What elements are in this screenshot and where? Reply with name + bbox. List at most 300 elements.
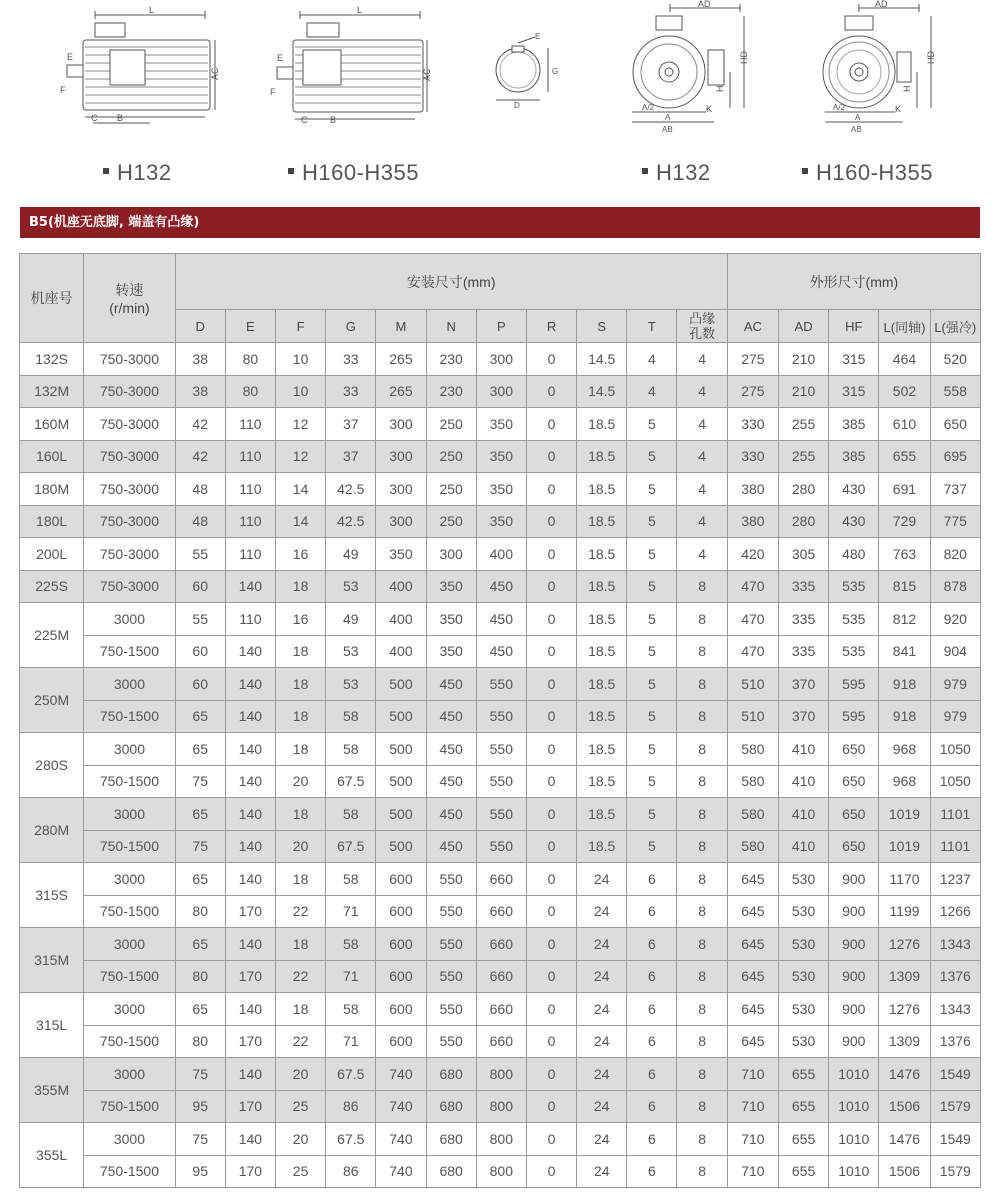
value-cell: 1579 <box>930 1090 980 1123</box>
value-cell: 4 <box>677 440 727 473</box>
value-cell: 5 <box>627 408 677 441</box>
value-cell: 71 <box>326 960 376 993</box>
value-cell: 550 <box>476 733 526 766</box>
value-cell: 450 <box>476 570 526 603</box>
value-cell: 140 <box>225 830 275 863</box>
value-cell: 305 <box>778 538 828 571</box>
header-col-outline-2: HF <box>829 310 879 343</box>
speed-cell: 3000 <box>84 668 175 701</box>
value-cell: 24 <box>577 1123 627 1156</box>
dim-label-AC: AC <box>210 67 220 80</box>
value-cell: 5 <box>627 505 677 538</box>
value-cell: 300 <box>376 440 426 473</box>
value-cell: 775 <box>930 505 980 538</box>
table-row <box>20 1123 981 1156</box>
value-cell: 450 <box>476 635 526 668</box>
value-cell: 8 <box>677 830 727 863</box>
value-cell: 110 <box>225 505 275 538</box>
value-cell: 58 <box>326 993 376 1026</box>
value-cell: 691 <box>879 473 930 506</box>
speed-cell: 3000 <box>84 798 175 831</box>
header-col-g: G <box>326 310 376 343</box>
header-col-e: E <box>225 310 275 343</box>
value-cell: 24 <box>577 1090 627 1123</box>
value-cell: 645 <box>727 993 778 1026</box>
value-cell: 110 <box>225 440 275 473</box>
table-row <box>20 1090 981 1123</box>
dim-label-K: K <box>706 104 713 114</box>
value-cell: 500 <box>376 700 426 733</box>
value-cell: 1010 <box>829 1090 879 1123</box>
value-cell: 18 <box>275 993 325 1026</box>
value-cell: 170 <box>225 1025 275 1058</box>
value-cell: 1050 <box>930 733 980 766</box>
table-row <box>20 960 981 993</box>
speed-cell: 750-3000 <box>84 375 175 408</box>
dim-label-AD: AD <box>698 0 711 9</box>
value-cell: 350 <box>476 440 526 473</box>
value-cell: 140 <box>225 1058 275 1091</box>
value-cell: 18.5 <box>577 603 627 636</box>
value-cell: 16 <box>275 538 325 571</box>
value-cell: 595 <box>829 668 879 701</box>
value-cell: 20 <box>275 1123 325 1156</box>
value-cell: 550 <box>476 765 526 798</box>
value-cell: 6 <box>627 928 677 961</box>
value-cell: 65 <box>175 863 225 896</box>
value-cell: 49 <box>326 603 376 636</box>
value-cell: 4 <box>627 343 677 376</box>
value-cell: 210 <box>778 343 828 376</box>
table-row <box>20 863 981 896</box>
value-cell: 500 <box>376 765 426 798</box>
value-cell: 8 <box>677 993 727 1026</box>
value-cell: 255 <box>778 408 828 441</box>
value-cell: 763 <box>879 538 930 571</box>
value-cell: 1309 <box>879 1025 930 1058</box>
value-cell: 8 <box>677 1090 727 1123</box>
value-cell: 0 <box>526 603 576 636</box>
value-cell: 1019 <box>879 830 930 863</box>
value-cell: 335 <box>778 603 828 636</box>
value-cell: 0 <box>526 765 576 798</box>
value-cell: 680 <box>426 1123 476 1156</box>
table-row <box>20 700 981 733</box>
value-cell: 1549 <box>930 1058 980 1091</box>
dim-label-AD-2: AD <box>875 0 888 9</box>
value-cell: 55 <box>175 603 225 636</box>
header-flange-line1: 凸缘 <box>689 311 716 326</box>
value-cell: 335 <box>778 570 828 603</box>
value-cell: 510 <box>727 668 778 701</box>
value-cell: 1343 <box>930 928 980 961</box>
value-cell: 385 <box>829 408 879 441</box>
value-cell: 6 <box>627 1123 677 1156</box>
value-cell: 645 <box>727 895 778 928</box>
value-cell: 140 <box>225 928 275 961</box>
table-row <box>20 1155 981 1188</box>
value-cell: 10 <box>275 343 325 376</box>
header-col-f: F <box>275 310 325 343</box>
value-cell: 8 <box>677 928 727 961</box>
value-cell: 8 <box>677 1058 727 1091</box>
value-cell: 8 <box>677 603 727 636</box>
value-cell: 650 <box>930 408 980 441</box>
value-cell: 75 <box>175 765 225 798</box>
value-cell: 1199 <box>879 895 930 928</box>
value-cell: 1266 <box>930 895 980 928</box>
value-cell: 24 <box>577 960 627 993</box>
value-cell: 1276 <box>879 993 930 1026</box>
value-cell: 38 <box>175 343 225 376</box>
value-cell: 67.5 <box>326 1058 376 1091</box>
dim-label-B: B <box>117 113 124 123</box>
header-frame: 机座号 <box>20 254 84 343</box>
value-cell: 95 <box>175 1090 225 1123</box>
caption-side-h132: H132 <box>103 160 172 186</box>
value-cell: 1579 <box>930 1155 980 1188</box>
value-cell: 660 <box>476 928 526 961</box>
frame-cell: 355L <box>20 1123 84 1188</box>
frame-cell: 160L <box>20 440 84 473</box>
table-row <box>20 928 981 961</box>
frame-cell: 315S <box>20 863 84 928</box>
value-cell: 740 <box>376 1090 426 1123</box>
speed-cell: 750-3000 <box>84 473 175 506</box>
value-cell: 170 <box>225 960 275 993</box>
value-cell: 500 <box>376 830 426 863</box>
value-cell: 600 <box>376 993 426 1026</box>
table-header <box>20 254 981 343</box>
value-cell: 0 <box>526 863 576 896</box>
value-cell: 53 <box>326 570 376 603</box>
value-cell: 18.5 <box>577 668 627 701</box>
table-row <box>20 505 981 538</box>
value-cell: 38 <box>175 375 225 408</box>
speed-cell: 750-3000 <box>84 408 175 441</box>
frame-cell: 180L <box>20 505 84 538</box>
value-cell: 979 <box>930 700 980 733</box>
header-col-t: T <box>627 310 677 343</box>
speed-cell: 750-1500 <box>84 1090 175 1123</box>
value-cell: 1170 <box>879 863 930 896</box>
value-cell: 4 <box>677 408 727 441</box>
value-cell: 58 <box>326 700 376 733</box>
value-cell: 0 <box>526 505 576 538</box>
value-cell: 1506 <box>879 1090 930 1123</box>
value-cell: 0 <box>526 1090 576 1123</box>
value-cell: 900 <box>829 928 879 961</box>
side-view-h160-h355-drawing <box>265 5 445 130</box>
value-cell: 450 <box>426 668 476 701</box>
value-cell: 140 <box>225 1123 275 1156</box>
value-cell: 8 <box>677 570 727 603</box>
value-cell: 550 <box>426 960 476 993</box>
frame-cell: 225M <box>20 603 84 668</box>
header-col-n: N <box>426 310 476 343</box>
value-cell: 48 <box>175 473 225 506</box>
value-cell: 16 <box>275 603 325 636</box>
value-cell: 8 <box>677 1123 727 1156</box>
value-cell: 20 <box>275 1058 325 1091</box>
value-cell: 450 <box>426 700 476 733</box>
table-row <box>20 993 981 1026</box>
table-row <box>20 830 981 863</box>
value-cell: 464 <box>879 343 930 376</box>
value-cell: 0 <box>526 440 576 473</box>
dim-label-AB-2: AB <box>851 125 862 134</box>
side-view-h132-drawing <box>55 5 235 130</box>
value-cell: 5 <box>627 700 677 733</box>
dim-label-C: C <box>91 113 98 123</box>
value-cell: 65 <box>175 798 225 831</box>
value-cell: 5 <box>627 538 677 571</box>
value-cell: 265 <box>376 343 426 376</box>
value-cell: 18.5 <box>577 798 627 831</box>
value-cell: 18.5 <box>577 830 627 863</box>
value-cell: 4 <box>677 343 727 376</box>
value-cell: 140 <box>225 700 275 733</box>
value-cell: 650 <box>829 733 879 766</box>
value-cell: 1309 <box>879 960 930 993</box>
section-title-banner: B5(机座无底脚, 端盖有凸缘) <box>20 207 980 238</box>
value-cell: 37 <box>326 440 376 473</box>
value-cell: 140 <box>225 863 275 896</box>
value-cell: 645 <box>727 928 778 961</box>
header-install-group: 安装尺寸(mm) <box>175 254 727 310</box>
speed-cell: 750-1500 <box>84 765 175 798</box>
value-cell: 6 <box>627 895 677 928</box>
value-cell: 18 <box>275 733 325 766</box>
value-cell: 86 <box>326 1155 376 1188</box>
value-cell: 14.5 <box>577 375 627 408</box>
value-cell: 350 <box>426 570 476 603</box>
header-col-outline-3: L(同轴) <box>879 310 930 343</box>
value-cell: 350 <box>476 505 526 538</box>
value-cell: 8 <box>677 765 727 798</box>
table-row <box>20 570 981 603</box>
value-cell: 800 <box>476 1123 526 1156</box>
value-cell: 18 <box>275 700 325 733</box>
value-cell: 410 <box>778 798 828 831</box>
dim-label-E-2: E <box>277 53 284 63</box>
speed-cell: 3000 <box>84 863 175 896</box>
value-cell: 5 <box>627 798 677 831</box>
value-cell: 695 <box>930 440 980 473</box>
value-cell: 550 <box>426 993 476 1026</box>
value-cell: 918 <box>879 668 930 701</box>
value-cell: 740 <box>376 1155 426 1188</box>
value-cell: 24 <box>577 863 627 896</box>
value-cell: 530 <box>778 895 828 928</box>
value-cell: 18.5 <box>577 635 627 668</box>
speed-cell: 750-3000 <box>84 538 175 571</box>
header-outline-group: 外形尺寸(mm) <box>727 254 980 310</box>
value-cell: 80 <box>225 375 275 408</box>
value-cell: 140 <box>225 733 275 766</box>
value-cell: 5 <box>627 570 677 603</box>
speed-cell: 750-3000 <box>84 570 175 603</box>
value-cell: 18 <box>275 570 325 603</box>
value-cell: 315 <box>829 343 879 376</box>
value-cell: 58 <box>326 928 376 961</box>
value-cell: 385 <box>829 440 879 473</box>
value-cell: 4 <box>677 538 727 571</box>
value-cell: 80 <box>225 343 275 376</box>
value-cell: 1101 <box>930 798 980 831</box>
value-cell: 67.5 <box>326 830 376 863</box>
value-cell: 18.5 <box>577 700 627 733</box>
speed-cell: 750-3000 <box>84 505 175 538</box>
value-cell: 20 <box>275 765 325 798</box>
value-cell: 265 <box>376 375 426 408</box>
value-cell: 12 <box>275 408 325 441</box>
value-cell: 53 <box>326 668 376 701</box>
value-cell: 5 <box>627 830 677 863</box>
value-cell: 530 <box>778 928 828 961</box>
value-cell: 75 <box>175 1058 225 1091</box>
value-cell: 110 <box>225 603 275 636</box>
value-cell: 5 <box>627 668 677 701</box>
caption-front-h132: H132 <box>642 160 711 186</box>
value-cell: 380 <box>727 505 778 538</box>
value-cell: 65 <box>175 733 225 766</box>
value-cell: 737 <box>930 473 980 506</box>
value-cell: 80 <box>175 960 225 993</box>
value-cell: 550 <box>476 798 526 831</box>
table-row <box>20 375 981 408</box>
value-cell: 140 <box>225 570 275 603</box>
value-cell: 430 <box>829 473 879 506</box>
dimension-drawings <box>0 0 1000 200</box>
value-cell: 6 <box>627 863 677 896</box>
value-cell: 335 <box>778 635 828 668</box>
value-cell: 53 <box>326 635 376 668</box>
value-cell: 380 <box>727 473 778 506</box>
value-cell: 410 <box>778 765 828 798</box>
value-cell: 22 <box>275 895 325 928</box>
value-cell: 918 <box>879 700 930 733</box>
frame-cell: 355M <box>20 1058 84 1123</box>
value-cell: 8 <box>677 700 727 733</box>
value-cell: 1476 <box>879 1123 930 1156</box>
value-cell: 6 <box>627 960 677 993</box>
header-col-p: P <box>476 310 526 343</box>
speed-cell: 750-1500 <box>84 960 175 993</box>
value-cell: 650 <box>829 765 879 798</box>
value-cell: 979 <box>930 668 980 701</box>
value-cell: 710 <box>727 1155 778 1188</box>
value-cell: 655 <box>778 1058 828 1091</box>
value-cell: 450 <box>426 733 476 766</box>
value-cell: 24 <box>577 1025 627 1058</box>
value-cell: 75 <box>175 1123 225 1156</box>
value-cell: 275 <box>727 375 778 408</box>
value-cell: 5 <box>627 765 677 798</box>
value-cell: 8 <box>677 1025 727 1058</box>
value-cell: 740 <box>376 1058 426 1091</box>
value-cell: 60 <box>175 635 225 668</box>
dim-label-AC-2: AC <box>422 68 432 81</box>
value-cell: 550 <box>426 863 476 896</box>
value-cell: 24 <box>577 895 627 928</box>
value-cell: 12 <box>275 440 325 473</box>
value-cell: 255 <box>778 440 828 473</box>
speed-cell: 750-1500 <box>84 1025 175 1058</box>
value-cell: 450 <box>426 765 476 798</box>
value-cell: 300 <box>476 375 526 408</box>
header-col-flange-holes <box>677 310 727 343</box>
value-cell: 5 <box>627 440 677 473</box>
value-cell: 470 <box>727 570 778 603</box>
value-cell: 18.5 <box>577 765 627 798</box>
value-cell: 710 <box>727 1123 778 1156</box>
value-cell: 250 <box>426 505 476 538</box>
value-cell: 530 <box>778 1025 828 1058</box>
value-cell: 18.5 <box>577 538 627 571</box>
value-cell: 8 <box>677 668 727 701</box>
value-cell: 550 <box>426 928 476 961</box>
value-cell: 110 <box>225 408 275 441</box>
value-cell: 1010 <box>829 1123 879 1156</box>
value-cell: 18.5 <box>577 408 627 441</box>
value-cell: 480 <box>829 538 879 571</box>
speed-cell: 750-3000 <box>84 440 175 473</box>
value-cell: 1010 <box>829 1155 879 1188</box>
value-cell: 0 <box>526 1123 576 1156</box>
value-cell: 18.5 <box>577 505 627 538</box>
value-cell: 655 <box>778 1090 828 1123</box>
value-cell: 0 <box>526 830 576 863</box>
value-cell: 1050 <box>930 765 980 798</box>
value-cell: 18.5 <box>577 473 627 506</box>
value-cell: 645 <box>727 863 778 896</box>
value-cell: 1376 <box>930 1025 980 1058</box>
value-cell: 0 <box>526 928 576 961</box>
value-cell: 450 <box>476 603 526 636</box>
value-cell: 450 <box>426 830 476 863</box>
value-cell: 14 <box>275 505 325 538</box>
dim-label-L: L <box>149 5 155 15</box>
value-cell: 1476 <box>879 1058 930 1091</box>
dimension-table <box>19 253 981 1188</box>
header-speed-label: 转速 <box>115 282 144 298</box>
value-cell: 800 <box>476 1090 526 1123</box>
value-cell: 430 <box>829 505 879 538</box>
value-cell: 280 <box>778 505 828 538</box>
value-cell: 800 <box>476 1058 526 1091</box>
value-cell: 1276 <box>879 928 930 961</box>
value-cell: 0 <box>526 668 576 701</box>
frame-cell: 315L <box>20 993 84 1058</box>
dim-label-H: H <box>715 85 725 92</box>
value-cell: 420 <box>727 538 778 571</box>
table-row <box>20 1025 981 1058</box>
value-cell: 49 <box>326 538 376 571</box>
value-cell: 60 <box>175 668 225 701</box>
table-row <box>20 473 981 506</box>
value-cell: 500 <box>376 668 426 701</box>
value-cell: 86 <box>326 1090 376 1123</box>
value-cell: 550 <box>426 895 476 928</box>
value-cell: 75 <box>175 830 225 863</box>
table-row <box>20 733 981 766</box>
front-view-h132-drawing <box>620 0 760 135</box>
dim-label-HD-2: HD <box>926 51 936 64</box>
value-cell: 350 <box>476 408 526 441</box>
value-cell: 71 <box>326 895 376 928</box>
value-cell: 300 <box>376 505 426 538</box>
